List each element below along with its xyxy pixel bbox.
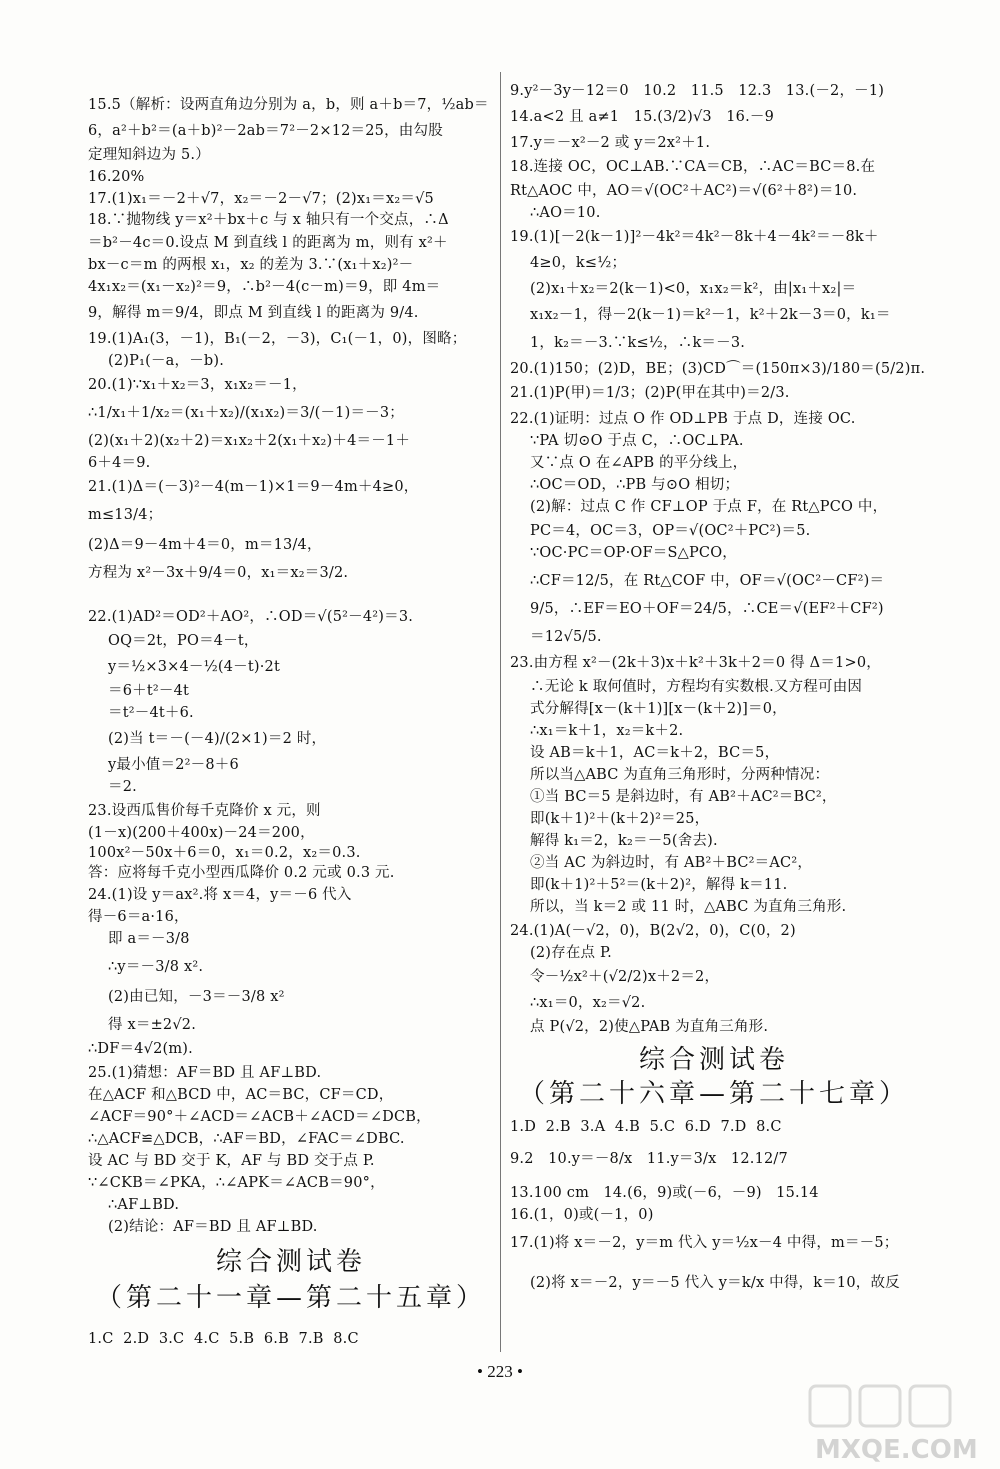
right-line: ∵PA 切⊙O 于点 C，∴OC⊥PA. bbox=[530, 433, 744, 449]
left-line: m≤13/4； bbox=[88, 507, 163, 523]
right-answer-line: 1.D 2.B 3.A 4.B 5.C 6.D 7.D 8.C bbox=[510, 1119, 782, 1135]
right-line: 21.(1)P(甲)＝1/3；(2)P(甲在其中)＝2/3. bbox=[510, 385, 790, 401]
right-line: 9.y²－3y－12＝0 10.2 11.5 12.3 13.(－2，－1) bbox=[510, 83, 885, 99]
left-section-subtitle: （第二十一章—第二十五章） bbox=[95, 1283, 486, 1313]
watermark-box-1 bbox=[810, 1386, 850, 1426]
left-line: ∠ACF＝90°＋∠ACD＝∠ACB＋∠ACD＝∠DCB， bbox=[88, 1109, 431, 1125]
left-line: ∴AF⊥BD. bbox=[108, 1197, 180, 1213]
right-line: 令－½x²＋(√2/2)x＋2＝2， bbox=[530, 969, 720, 985]
left-line: 18.∵抛物线 y＝x²＋bx＋c 与 x 轴只有一个交点，∴Δ bbox=[88, 212, 449, 228]
right-line: 所以，当 k＝2 或 11 时，△ABC 为直角三角形. bbox=[530, 899, 847, 915]
right-line: x₁x₂－1，得－2(k－1)＝k²－1，k²＋2k－3＝0，k₁＝ bbox=[530, 307, 891, 323]
right-line: 即(k＋1)²＋5²＝(k＋2)²，解得 k＝11. bbox=[530, 877, 788, 893]
left-answer-line: 1.C 2.D 3.C 4.C 5.B 6.B 7.B 8.C bbox=[88, 1331, 359, 1347]
left-line: bx－c＝m 的两根 x₁，x₂ 的差为 3.∵(x₁＋x₂)²－ bbox=[88, 257, 414, 273]
right-line: 即(k＋1)²＋(k＋2)²＝25， bbox=[530, 811, 710, 827]
left-line: 17.(1)x₁＝－2＋√7，x₂＝－2－√7；(2)x₁＝x₂＝√5 bbox=[88, 191, 434, 207]
right-line: 式分解得[x－(k＋1)][x－(k＋2)]＝0， bbox=[530, 701, 787, 717]
left-line: 即 a＝－3/8 bbox=[108, 931, 190, 947]
right-line: 设 AB＝k＋1，AC＝k＋2，BC＝5， bbox=[530, 745, 780, 761]
left-line: ＝2. bbox=[108, 779, 137, 795]
left-line: 得－6＝a·16， bbox=[88, 909, 189, 925]
right-line: 24.(1)A(－√2，0)，B(2√2，0)，C(0，2) bbox=[510, 923, 796, 939]
left-line: (2)由已知，－3＝－3/8 x² bbox=[108, 989, 285, 1005]
right-line: 22.(1)证明：过点 O 作 OD⊥PB 于点 D，连接 OC. bbox=[510, 411, 856, 427]
left-line: 方程为 x²－3x＋9/4＝0，x₁＝x₂＝3/2. bbox=[88, 565, 349, 581]
left-line: (2)P₁(－a，－b). bbox=[108, 353, 225, 369]
left-line: ∴y＝－3/8 x². bbox=[108, 959, 204, 975]
right-answer-line: 9.2 10.y＝－8/x 11.y＝3/x 12.12/7 bbox=[510, 1151, 788, 1167]
right-line: (2)x₁＋x₂＝2(k－1)<0，x₁x₂＝k²，由|x₁＋x₂|＝ bbox=[530, 281, 857, 297]
right-line: 17.y＝－x²－2 或 y＝2x²＋1. bbox=[510, 135, 711, 151]
left-line: ＝t²－4t＋6. bbox=[108, 705, 194, 721]
right-line: ∴无论 k 取何值时，方程均有实数根.又方程可由因 bbox=[530, 679, 863, 695]
right-answer-line: 16.(1，0)或(－1，0) bbox=[510, 1207, 654, 1223]
right-line: 18.连接 OC，OC⊥AB.∵CA＝CB，∴AC＝BC＝8.在 bbox=[510, 159, 876, 175]
right-section-subtitle: （第二十六章—第二十七章） bbox=[518, 1079, 909, 1109]
right-line: 4≥0，k≤½； bbox=[530, 255, 627, 271]
right-line: ∴OC＝OD，∴PB 与⊙O 相切； bbox=[530, 477, 740, 493]
right-line: ∴x₁＝0，x₂＝√2. bbox=[530, 995, 646, 1011]
right-line: 20.(1)150；(2)D，BE；(3)CD⌒＝(150π×3)/180＝(5/2)π. bbox=[510, 361, 926, 377]
left-line: ∵∠CKB＝∠PKA，∴∠APK＝∠ACB＝90°， bbox=[88, 1175, 385, 1191]
watermark-box-3 bbox=[910, 1386, 950, 1426]
watermark-box-2 bbox=[860, 1386, 900, 1426]
right-line: ∴CF＝12/5，在 Rt△COF 中，OF＝√(OC²－CF²)＝ bbox=[530, 573, 885, 589]
right-section-title: 综合测试卷 bbox=[638, 1045, 789, 1075]
right-line: ＝12√5/5. bbox=[530, 629, 602, 645]
left-line: 100x²－50x＋6＝0，x₁＝0.2，x₂＝0.3. bbox=[88, 845, 361, 861]
right-line: (2)存在点 P. bbox=[530, 945, 612, 961]
right-line: ②当 AC 为斜边时，有 AB²＋BC²＝AC²， bbox=[530, 855, 813, 871]
left-line: 9，解得 m＝9/4，即点 M 到直线 l 的距离为 9/4. bbox=[88, 305, 419, 321]
right-line: 所以当△ABC 为直角三角形时，分两种情况： bbox=[530, 767, 830, 783]
left-line: ＝6＋t²－4t bbox=[108, 683, 190, 699]
left-line: 22.(1)AD²＝OD²＋AO²，∴OD＝√(5²－4²)＝3. bbox=[88, 609, 414, 625]
left-line: (2)Δ＝9－4m＋4＝0，m＝13/4， bbox=[88, 537, 322, 553]
left-line: (1－x)(200＋400x)－24＝200， bbox=[88, 825, 315, 841]
left-line: 在△ACF 和△BCD 中，AC＝BC，CF＝CD， bbox=[88, 1087, 394, 1103]
left-line: 答：应将每千克小型西瓜降价 0.2 元或 0.3 元. bbox=[88, 865, 395, 881]
left-line: 19.(1)A₁(3，－1)，B₁(－2，－3)，C₁(－1，0)，图略； bbox=[88, 331, 467, 347]
left-line: y＝½×3×4－½(4－t)·2t bbox=[108, 659, 280, 675]
left-line: y最小值＝2²－8＋6 bbox=[108, 757, 239, 773]
left-line: OQ＝2t，PO＝4－t， bbox=[108, 633, 259, 649]
right-answer-line: 17.(1)将 x＝－2，y＝m 代入 y＝½x－4 中得，m＝－5； bbox=[510, 1235, 899, 1251]
left-line: ＝b²－4c＝0.设点 M 到直线 l 的距离为 m，则有 x²＋ bbox=[88, 235, 448, 251]
left-line: 4x₁x₂＝(x₁－x₂)²＝9，∴b²－4(c－m)＝9，即 4m＝ bbox=[88, 279, 441, 295]
left-line: 16.20% bbox=[88, 169, 145, 185]
left-line: 6＋4＝9. bbox=[88, 455, 151, 471]
left-line: 6，a²＋b²＝(a＋b)²－2ab＝7²－2×12＝25，由勾股 bbox=[88, 123, 443, 139]
right-line: 19.(1)[－2(k－1)]²－4k²＝4k²－8k＋4－4k²＝－8k＋ bbox=[510, 229, 879, 245]
right-answer-line: (2)将 x＝－2，y＝－5 代入 y＝k/x 中得，k＝10，故反 bbox=[530, 1275, 900, 1291]
right-answer-line: 13.100 cm 14.(6，9)或(－6，－9) 15.14 bbox=[510, 1185, 819, 1201]
left-line: (2)当 t＝－(－4)/(2×1)＝2 时， bbox=[108, 731, 327, 747]
left-line: 24.(1)设 y＝ax².将 x＝4，y＝－6 代入 bbox=[88, 887, 352, 903]
left-line: 得 x＝±2√2. bbox=[108, 1017, 197, 1033]
column-divider bbox=[500, 72, 501, 1352]
left-line: 20.(1)∵x₁＋x₂＝3，x₁x₂＝－1， bbox=[88, 377, 307, 393]
page-number: • 223 • bbox=[477, 1362, 523, 1381]
right-line: (2)解：过点 C 作 CF⊥OP 于点 F，在 Rt△PCO 中， bbox=[530, 499, 888, 515]
left-line: 15.5（解析：设两直角边分别为 a，b，则 a＋b＝7，½ab＝ bbox=[88, 97, 489, 113]
right-line: 又∵点 O 在∠APB 的平分线上， bbox=[530, 455, 748, 471]
right-line: 点 P(√2，2)使△PAB 为直角三角形. bbox=[530, 1019, 769, 1035]
left-line: (2)(x₁＋2)(x₂＋2)＝x₁x₂＋2(x₁＋x₂)＋4＝－1＋ bbox=[88, 433, 411, 449]
watermark-text: MXQE.COM bbox=[815, 1435, 978, 1465]
right-line: ∵OC·PC＝OP·OF＝S△PCO， bbox=[530, 545, 737, 561]
right-line: ①当 BC＝5 是斜边时，有 AB²＋AC²＝BC²， bbox=[530, 789, 837, 805]
left-line: ∴DF＝4√2(m). bbox=[88, 1041, 193, 1057]
right-line: Rt△AOC 中，AO＝√(OC²＋AC²)＝√(6²＋8²)＝10. bbox=[510, 183, 858, 199]
left-line: 21.(1)Δ＝(－3)²－4(m－1)×1＝9－4m＋4≥0， bbox=[88, 479, 419, 495]
right-line: PC＝4，OC＝3，OP＝√(OC²＋PC²)＝5. bbox=[530, 523, 811, 539]
left-line: (2)结论：AF＝BD 且 AF⊥BD. bbox=[108, 1219, 318, 1235]
right-line: 1，k₂＝－3.∵k≤½，∴k＝－3. bbox=[530, 335, 746, 351]
right-line: 23.由方程 x²－(2k＋3)x＋k²＋3k＋2＝0 得 Δ＝1>0， bbox=[510, 655, 881, 671]
left-line: 23.设西瓜售价每千克降价 x 元，则 bbox=[88, 803, 321, 819]
left-line: ∴△ACF≌△DCB，∴AF＝BD，∠FAC＝∠DBC. bbox=[88, 1131, 405, 1147]
left-line: 25.(1)猜想：AF＝BD 且 AF⊥BD. bbox=[88, 1065, 322, 1081]
right-line: 解得 k₁＝2，k₂＝－5(舍去). bbox=[530, 833, 718, 849]
watermark-logo bbox=[800, 1380, 1000, 1469]
left-line: 设 AC 与 BD 交于 K，AF 与 BD 交于点 P. bbox=[88, 1153, 375, 1169]
left-section-title: 综合测试卷 bbox=[215, 1247, 366, 1277]
right-line: ∴AO＝10. bbox=[530, 205, 601, 221]
right-line: ∴x₁＝k＋1，x₂＝k＋2. bbox=[530, 723, 684, 739]
left-line: 定理知斜边为 5.） bbox=[88, 147, 210, 163]
right-line: 14.a<2 且 a≠1 15.(3/2)√3 16.－9 bbox=[510, 109, 775, 125]
right-line: 9/5，∴EF＝EO＋OF＝24/5，∴CE＝√(EF²＋CF²) bbox=[530, 601, 884, 617]
left-line: ∴1/x₁＋1/x₂＝(x₁＋x₂)/(x₁x₂)＝3/(－1)＝－3； bbox=[88, 405, 404, 421]
